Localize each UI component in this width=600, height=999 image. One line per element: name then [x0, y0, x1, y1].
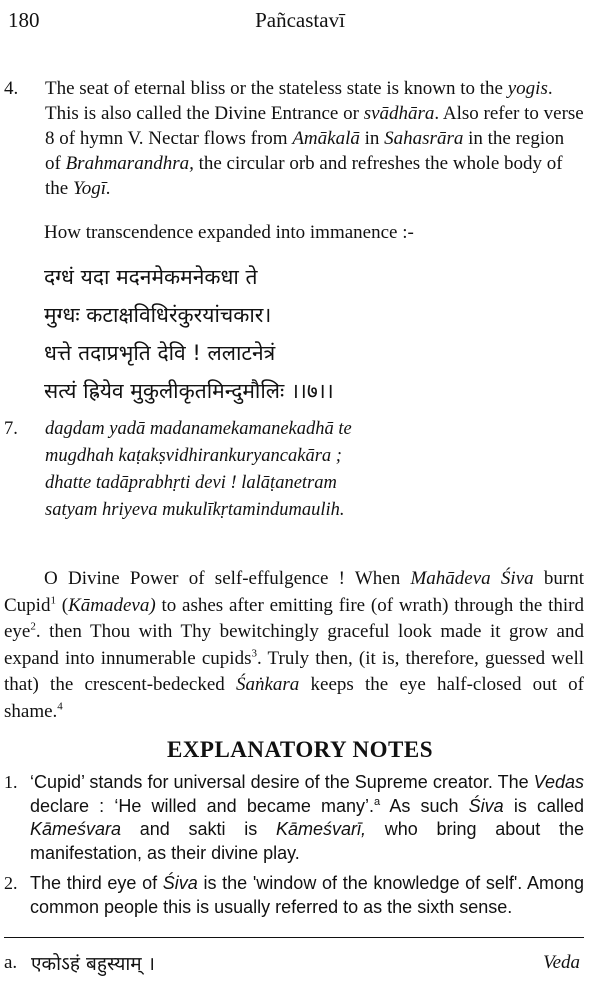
- italic-term: Kāmeśvarī,: [275, 819, 366, 839]
- note-text: [30, 771, 584, 865]
- text-run: to ashes after emitting fire (of wrath) through the third eye: [4, 594, 584, 642]
- text-run: As such: [380, 795, 469, 816]
- verse-intro: How transcendence expanded into immanence :-: [44, 222, 414, 243]
- footnote-ref: 1: [50, 594, 56, 607]
- footnote-sanskrit: एकोऽहं बहुस्याम् ।: [31, 953, 155, 975]
- footnote-label: a.: [4, 952, 18, 973]
- text-run: . Also refer to verse 8 of hymn V. Nectar flows from: [45, 103, 584, 149]
- sanskrit-line: सत्यं ह्रियेव मुकुलीकृतमिन्दुमौलिः ।।७।।: [44, 379, 334, 403]
- note-number: 1.: [4, 772, 18, 792]
- text-run: the circular orb and refreshes the whole body of the: [45, 153, 563, 199]
- text-run: declare : ‘He willed and became many’.: [30, 795, 375, 816]
- note-number: 4.: [4, 78, 19, 99]
- text-run: (: [55, 594, 69, 616]
- text-run: is called: [503, 795, 584, 816]
- footnote-ref: 3: [251, 647, 257, 660]
- transliteration-line: dhatte tadāprabhṛti devi ! lalāṭanetram: [45, 473, 337, 493]
- text-run: who bring about the manifestation, as their divine play.: [30, 819, 584, 863]
- explanatory-note-1: [4, 771, 584, 865]
- sanskrit-line: मुग्धः कटाक्षविधिरंकुरयांचकार।: [44, 303, 272, 327]
- page-header: [0, 8, 600, 38]
- italic-term: Sahasrāra: [384, 128, 464, 149]
- italic-term: Kāmadeva): [68, 594, 156, 616]
- sanskrit-line: धत्ते तदाप्रभृति देवि ! ललाटनेत्रं: [44, 341, 276, 365]
- italic-term: Vedas: [533, 772, 584, 792]
- text-run: keeps the eye half-closed out of shame.: [4, 674, 584, 722]
- footnote: [4, 950, 584, 980]
- verse-number: 7.: [4, 419, 18, 439]
- transliteration: [4, 416, 564, 524]
- footnote-ref: 4: [57, 700, 63, 713]
- footnote-divider: [4, 937, 584, 938]
- italic-term: Śiva: [162, 873, 198, 893]
- page-number: 180: [8, 8, 40, 32]
- transliteration-line: dagdam yadā madanamekamanekadhā te: [45, 419, 352, 439]
- text-run: . Truly then, (it is, therefore, guessed well that) the crescent-bedecked: [4, 647, 584, 695]
- italic-term: Śaṅkara: [235, 674, 300, 695]
- italic-term: Śiva: [468, 795, 504, 816]
- text-run: in: [359, 128, 385, 149]
- notes-heading: EXPLANATORY NOTES: [166, 737, 434, 762]
- italic-term: Kāmeśvara: [30, 819, 122, 839]
- italic-term: Amākalā: [292, 128, 360, 149]
- note-4: [4, 76, 584, 201]
- text-run: burnt Cupid: [4, 568, 584, 616]
- text-run: ‘Cupid’ stands for universal desire of the Supreme creator. The: [30, 772, 534, 792]
- text-run: . This is also called the Divine Entrance or: [45, 78, 553, 124]
- sanskrit-line: दग्धं यदा मदनमेकमनेकधा ते: [44, 265, 258, 289]
- transliteration-line: satyam hriyeva mukulīkṛtamindumaulih.: [45, 500, 345, 520]
- italic-term: yogis: [507, 78, 548, 99]
- text-run: O Divine Power of self-effulgence ! When: [44, 568, 411, 589]
- italic-term: Yogī.: [72, 178, 111, 199]
- text-run: and sakti is: [121, 819, 276, 839]
- explanatory-note-2: [4, 872, 584, 919]
- translation-paragraph: [4, 566, 584, 725]
- text-run: The third eye of: [30, 873, 163, 893]
- footnote-ref: a: [374, 795, 381, 808]
- text-run: is the 'window of the knowledge of self'. Among common people this is usually referred to as the sixth sense.: [30, 873, 584, 917]
- transliteration-line: mugdhah kaṭakṣvidhirankuryancakāra ;: [45, 446, 342, 466]
- text-run: . then Thou with Thy bewitchingly graceful look made it grow and expand into innumerable cupids: [4, 621, 584, 669]
- footnote-source: Veda: [543, 952, 580, 973]
- running-title: Pañcastavī: [255, 8, 345, 32]
- sanskrit-verse: [44, 258, 334, 410]
- note-4-text: [45, 76, 584, 201]
- italic-term: Mahādeva Śiva: [410, 568, 534, 589]
- footnote-ref: 2: [30, 620, 36, 633]
- italic-term: svādhāra: [363, 103, 435, 124]
- italic-term: Brahmarandhra,: [65, 153, 194, 174]
- text-run: in the region of: [45, 128, 565, 174]
- note-number: 2.: [4, 873, 18, 893]
- text-run: The seat of eternal bliss or the stateless state is known to the: [45, 78, 508, 99]
- note-text: [30, 872, 584, 919]
